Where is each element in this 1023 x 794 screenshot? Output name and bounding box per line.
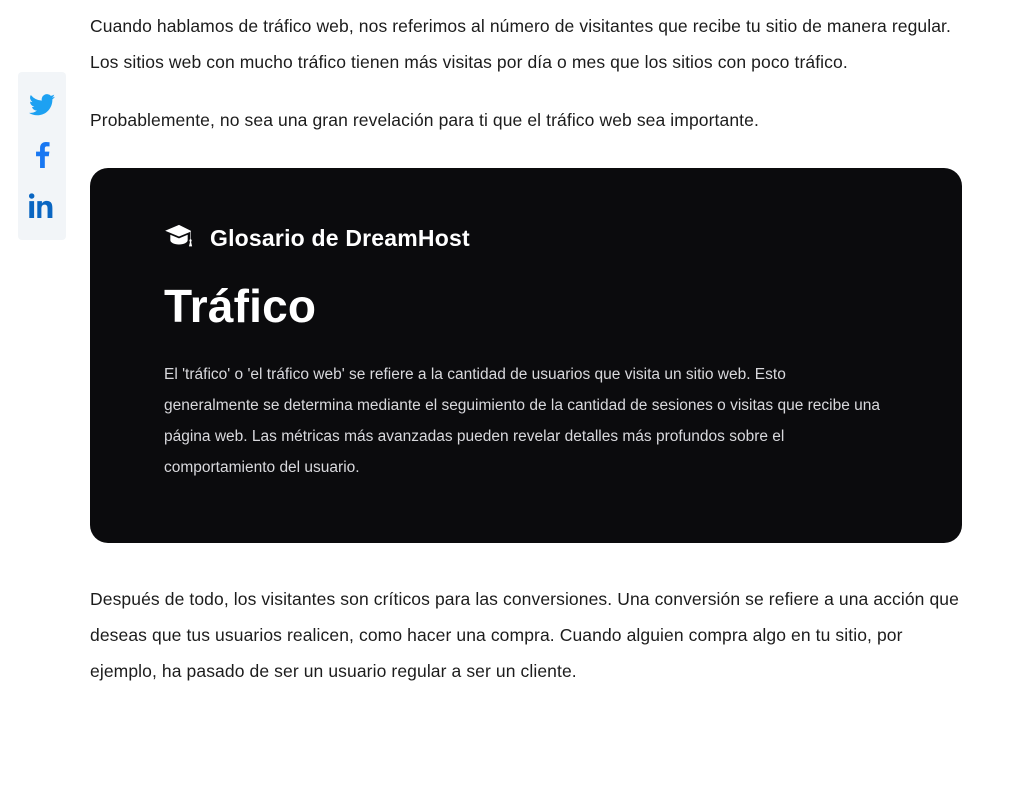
social-share-rail [18,72,66,240]
facebook-icon [29,142,55,168]
glossary-term-title: Tráfico [164,280,317,332]
share-twitter-button[interactable] [18,80,66,130]
graduation-cap-icon [164,224,194,253]
paragraph-conversions: Después de todo, los visitantes son críticos para las conversiones. Una conversión se refiere a una acción que deseas que tus usuarios realicen, como hacer una compra. Cuando alguien compra algo en tu sitio, por ejemplo, ha pasado de ser un usuario regular a ser un cliente. [90,589,959,681]
glossary-header [164,224,888,253]
glossary-card [90,168,962,543]
glossary-brand-label: Glosario de DreamHost [210,225,470,251]
twitter-icon [29,94,55,116]
paragraph-importance: Probablemente, no sea una gran revelación para ti que el tráfico web sea importante. [90,110,759,130]
glossary-definition: El 'tráfico' o 'el tráfico web' se refiere a la cantidad de usuarios que visita un sitio web. Esto generalmente se determina mediante el seguimiento de la cantidad de sesiones o visitas que recibe una página web. Las métricas más avanzadas pueden revelar detalles más profundos sobre el comportamiento del usuario. [164,366,881,476]
share-facebook-button[interactable] [18,130,66,180]
article-content [90,0,962,689]
paragraph-intro: Cuando hablamos de tráfico web, nos referimos al número de visitantes que recibe tu sitio de manera regular. Los sitios web con mucho tráfico tienen más visitas por día o mes que los sitios con poco tráfico. [90,16,951,72]
linkedin-icon [29,192,55,218]
share-linkedin-button[interactable] [18,180,66,230]
